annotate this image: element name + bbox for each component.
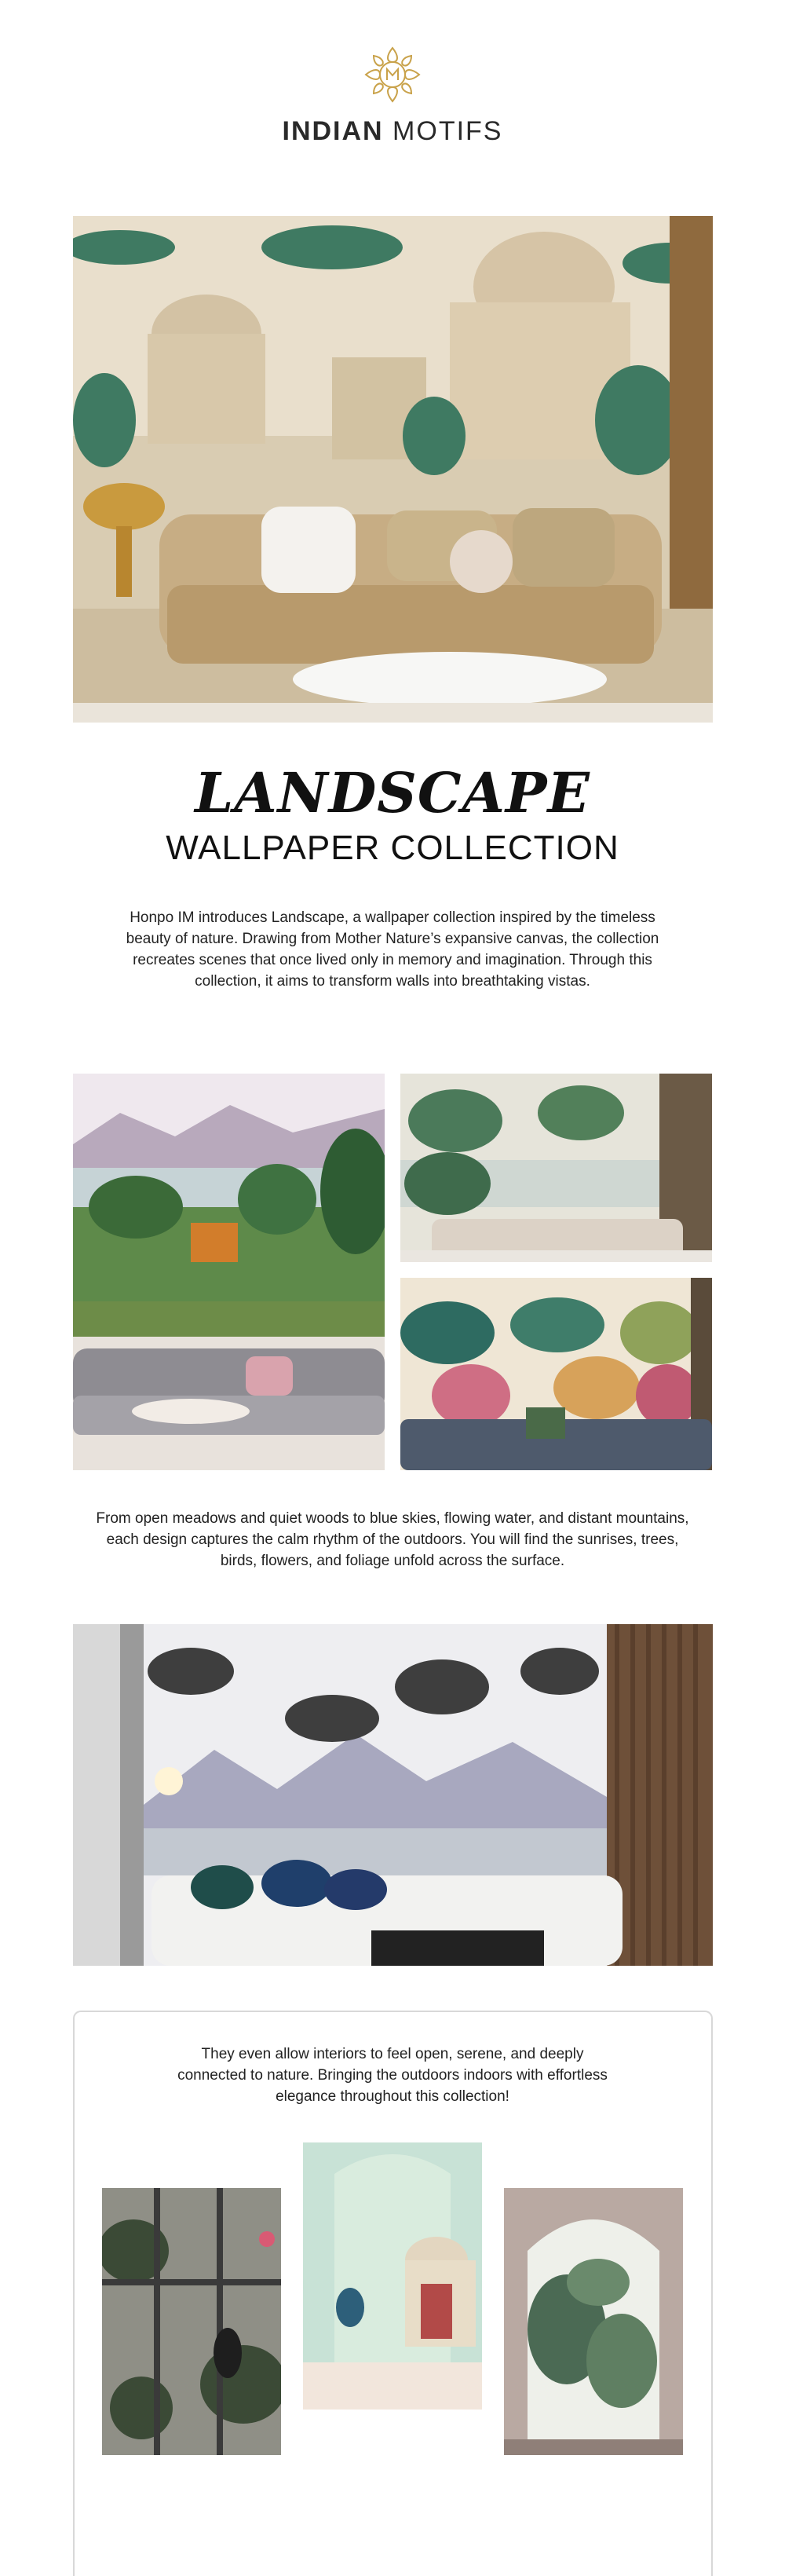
gallery-paragraph: From open meadows and quiet woods to blue skies, flowing water, and distant mountains, each design captures the calm rhythm of the outdoors. You will find the sunrises, trees, birds, flowers, and foliage unfold across the surface. — [96, 1510, 689, 1569]
collection-title: LANDSCAPE — [195, 760, 590, 825]
hero-image — [73, 216, 713, 723]
intro-paragraph: Honpo IM introduces Landscape, a wallpaper collection inspired by the timeless beauty of nature. Drawing from Mother Nature’s expansive canvas, the collection recreates scenes that once lived only in memory and imagination. Through this collection, it aims to transform walls into breathtaking vistas. — [126, 909, 659, 990]
lotus-monogram-icon — [361, 43, 424, 106]
gallery-image-meadow — [73, 1074, 385, 1470]
card-image-archway-garden — [504, 2188, 683, 2455]
card-image-peacock-arch — [303, 2142, 482, 2410]
wide-image-mountain-palms — [73, 1624, 713, 1966]
brand-logo — [0, 43, 785, 106]
gallery-image-tropical-foliage — [400, 1278, 712, 1470]
gallery-image-tropical-lake — [400, 1074, 712, 1262]
brand-name: INDIAN MOTIFS — [282, 116, 503, 146]
collection-subtitle: WALLPAPER COLLECTION — [166, 829, 619, 867]
card-image-hornbill — [102, 2188, 281, 2455]
closing-paragraph: They even allow interiors to feel open, serene, and deeply connected to nature. Bringing the outdoors indoors with effortless elegance throughout this collection! — [177, 2046, 608, 2105]
